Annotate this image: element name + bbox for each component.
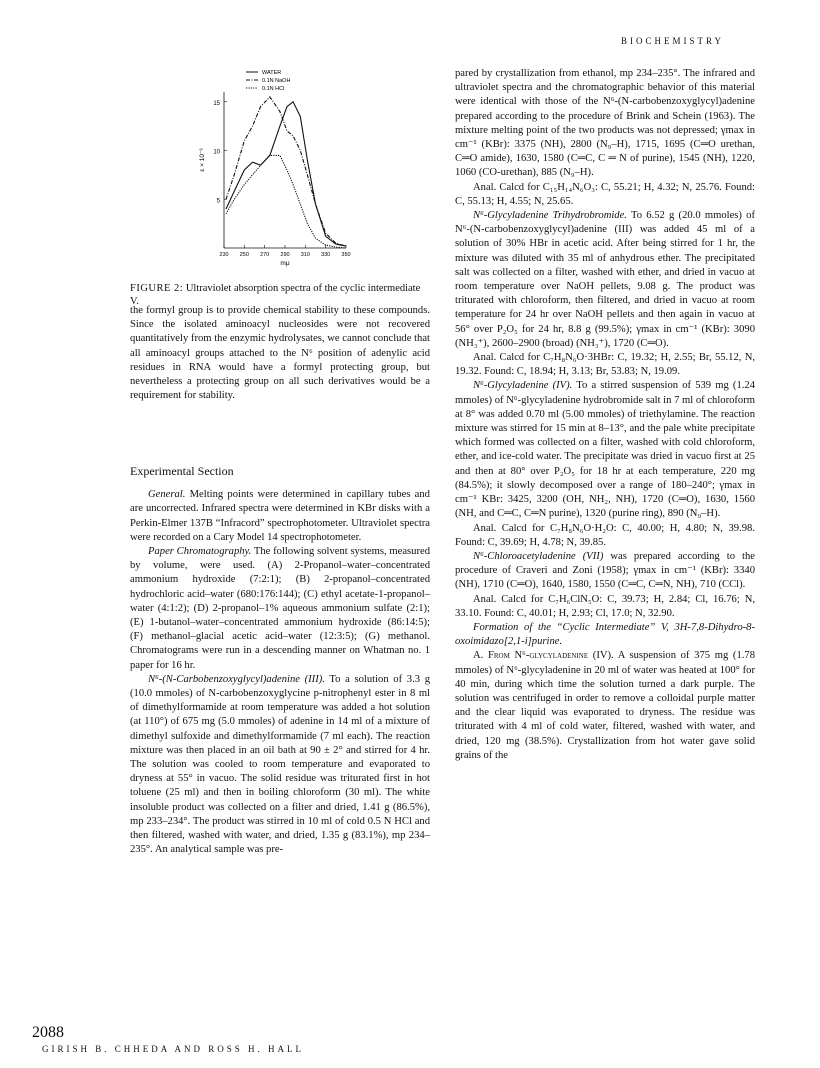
figure-label: FIGURE 2: — [130, 283, 184, 294]
y-tick-label: 5 — [216, 198, 220, 205]
paragraph-paper-chromatography — [130, 545, 430, 673]
journal-header: BIOCHEMISTRY — [620, 36, 724, 46]
y-tick-label: 10 — [213, 149, 220, 156]
paragraph-text: A suspension of 375 mg (1.78 mmoles) of N⁶-glycyladenine in 20 ml of water was heated at 100° for 40 min, during which time the solution turned a dark purple. The solution was centrifuged in order to remove a colloidal purple matter and the clear liquid was evaporated to dryness. The residue was triturated with 4 ml of cold water, filtered, washed with water, and dried, 120 mg (38.5%). Crystallization from hot water gave solid grains of the — [455, 650, 755, 761]
run-in-heading: N⁶-Chloroacetyladenine (VII) — [473, 550, 604, 562]
paragraph: pared by crystallization from ethanol, mp 234–235°. The infrared and ultraviolet spectra and the chromatographic behavior of this material were identical with those of the N⁶-(N-carbobenzoxyglycyl)adenine prepared according to the procedure of Brink and Schein (1963). The mixture melting point of the two products was not depressed; γmax in cm⁻¹ (KBr): 3375 (NH), 2800 (N₉–H), 1715, 1695 (C═O urethan, C═O amide), 1630, 1580 (C═C, C ═ N of purine), 1545 (NH), 1220, 1060 (CO-urethan), 885 (N₉–H). — [455, 68, 755, 179]
run-in-heading: A. From N⁶-glycyladenine (IV). — [473, 650, 614, 662]
paragraph-method-a — [455, 649, 755, 763]
x-axis-label: mμ — [280, 260, 290, 267]
paragraph-text: To a stirred suspension of 539 mg (1.24 mmoles) of N⁶-glycyladenine hydrobromide salt in 7 ml of chloroform at 8° was added 0.70 ml (5.00 mmoles) of triethylamine. The reaction mixture was stirred for 15 min at 8–13°, and the pale white precipitate which formed was collected on a filter, washed with cold chloroform, ether, and ice-cold water. The precipitate was dried in vacuo first at 25 and then at 80° over P₂O₅ for 18 hr at each temperature, 220 mg (84.5%); it slowly decomposed over a range of 180–240°; γmax in cm⁻¹ KBr: 3425, 3200 (OH, NH₂, NH), 1720 (C═O), 1630, 1560 (NH, and C═C, C═N purine), 1320 (purine ring), 890 (N₉–H). — [455, 380, 755, 520]
x-tick-label: 350 — [341, 252, 351, 258]
figure-caption-text: Ultraviolet absorption spectra of the cyclic intermediate V. — [130, 283, 421, 307]
x-tick-label: 310 — [300, 252, 310, 258]
x-tick-label: 330 — [321, 252, 331, 258]
paragraph-general — [130, 488, 430, 545]
paragraph-anal: Anal. Calcd for C₇H₆ClN₅O: C, 39.73; H, 2.84; Cl, 16.76; N, 33.10. Found: C, 40.01; H, 2.93; Cl, 17.0; N, 32.90. — [455, 593, 755, 619]
paragraph: the formyl group is to provide chemical stability to these compounds. Since the isolated aminoacyl nucleosides were not recovered quantitatively from the enzymic hydrolysates, we cannot conclude that all aminoacyl groups attached to the N⁶ position of adenylic acid residues in RNA would have a formyl protecting group, but nevertheless a protecting group on all such derivatives would be a requirement for stability. — [130, 305, 430, 402]
x-tick-label: 230 — [219, 252, 229, 258]
uv-spectra-chart — [196, 62, 356, 267]
series-line-water — [226, 102, 346, 246]
page-number: 2088 — [32, 1024, 64, 1041]
run-in-heading: N⁶-(N-Carbobenzoxyglycyl)adenine (III). — [148, 673, 325, 685]
legend-label: WATER — [262, 70, 282, 77]
x-tick-label: 270 — [260, 252, 270, 258]
running-footer-authors: GIRISH B. CHHEDA AND ROSS H. HALL — [42, 1044, 305, 1054]
paragraph-text: Melting points were determined in capillary tubes and are uncorrected. Infrared spectra were determined in KBr disks with a Perkin-Elmer 137B “Infracord” spectrophotometer. Ultraviolet spectra were recorded on a Cary Model 14 spectrophotometer. — [130, 489, 430, 543]
left-column-top — [130, 304, 430, 403]
paragraph-glycyladenine — [455, 379, 755, 521]
run-in-heading: Paper Chromatography. — [148, 546, 252, 558]
x-tick-label: 290 — [280, 252, 290, 258]
paragraph-anal: Anal. Calcd for C₁₅H₁₄N₆O₃: C, 55.21; H, 4.32; N, 25.76. Found: C, 55.13; H, 4.55; N, 25.65. — [455, 181, 755, 207]
section-heading: Experimental Section — [130, 464, 234, 478]
paragraph-trihydrobromide — [455, 209, 755, 351]
y-tick-label: 15 — [213, 100, 220, 107]
paragraph-text: was prepared according to the procedure of Craveri and Zoni (1958); γmax in cm⁻¹ (KBr): 3340 (NH), 1710 (C═O), 1640, 1580, 1550 (C═C, C═N, NH), 710 (CCl). — [455, 550, 755, 591]
paragraph-chloroacetyl — [455, 550, 755, 593]
run-in-heading: N⁶-Glycyladenine (IV). — [473, 380, 573, 392]
paragraph-carbobenzoxyglycyl — [130, 673, 430, 858]
paragraph-text: To 6.52 g (20.0 mmoles) of N⁶-(N-carbobenzoxyglycyl)adenine (III) was added 45 ml of a solution of 30% HBr in acetic acid. After being stirred for 1 hr, the mixture was diluted with 35 ml of anhydrous ether. The precipitated salt was collected on a filter, washed with ether, and dried in vacuo at room temperature over NaOH pellets, 9.08 g. The product was triturated with chloroform, then filtered, and dried in vacuo at room temperature for 24 hr over NaOH pellets and then again in vacuo at 56° over P₂O₅ for 24 hr, 8.8 g (99.5%); γmax in cm⁻¹ (KBr): 3090 (NH₃⁺), 2600–2900 (broad) (NH₃⁺), 1720 (C═O). — [455, 210, 755, 349]
legend-label: 0.1N HCl — [262, 86, 285, 93]
run-in-heading: N⁶-Glycyladenine Trihydrobromide. — [473, 210, 627, 222]
paragraph-anal: Anal. Calcd for C₇H₈N₆O·3HBr: C, 19.32; H, 2.55; Br, 55.12, N, 19.32. Found: C, 18.94; H, 3.13; Br, 53.83; N, 19.09. — [455, 352, 755, 378]
left-column-main — [130, 464, 430, 857]
subsection-heading: Formation of the “Cyclic Intermediate” V, 3H-7,8-Dihydro-8-oxoimidazo[2,1-i]purine. — [455, 621, 755, 648]
paragraph-text: The following solvent systems, measured by volume, were used. (A) 2-Propanol–water–concentrated ammonium hydroxide (7:2:1); (B) 2-propanol–concentrated hydrochloric acid–water (680:176:144); (C) ethyl acetate-1-propanol–water (4:1:2); (D) 2-propanol–1% aqueous ammonium sulfate (2:1); (E) 1-butanol–water–concentrated ammonium hydroxide (86:14:5); (F) methanol–glacial acetic acid–water (12:3:5); (G) methanol. Chromatograms were run in a descending manner on Whatman no. 1 paper for 16 hr. — [130, 546, 430, 671]
uv-spectra-figure — [196, 62, 356, 267]
x-tick-label: 250 — [239, 252, 249, 258]
paragraph-text: To a solution of 3.3 g (10.0 mmoles) of N-carbobenzoxyglycine p-nitrophenyl ester in 8 ml of dimethylformamide at room temperature was added a hot solution (at 110°) of 675 mg (5.0 mmoles) of adenine in 14 ml of a mixture of dimethyl sulfoxide and dimethylformamide (7 ml each). The reaction mixture was then placed in an oil bath at 90 ± 2° and stirred for 4 hr. The solution was cooled to room temperature and evaporated to dryness at 55° in vacuo. The solid residue was triturated first in hot toluene (25 ml) and then in boiling chloroform (30 ml). The white insoluble product was collected on a filter and dried, 1.41 g (86.5%), mp 233–234°. The product was stirred in 10 ml of cold 0.5 N HCl and then filtered, washed with water, and dried, 1.35 g (83.1%), mp 234–235°. An analytical sample was pre- — [130, 673, 430, 856]
legend-label: 0.1N NaOH — [262, 78, 291, 85]
paragraph-anal: Anal. Calcd for C₇H₈N₆O·H₂O: C, 40.00; H, 4.80; N, 39.98. Found: C, 39.69; H, 4.78; N, 39.85. — [455, 522, 755, 548]
run-in-heading: General. — [148, 489, 186, 501]
y-axis-label: ε × 10⁻³ — [199, 148, 206, 172]
series-line-0-1n-hcl — [226, 155, 346, 248]
right-column — [455, 67, 755, 763]
